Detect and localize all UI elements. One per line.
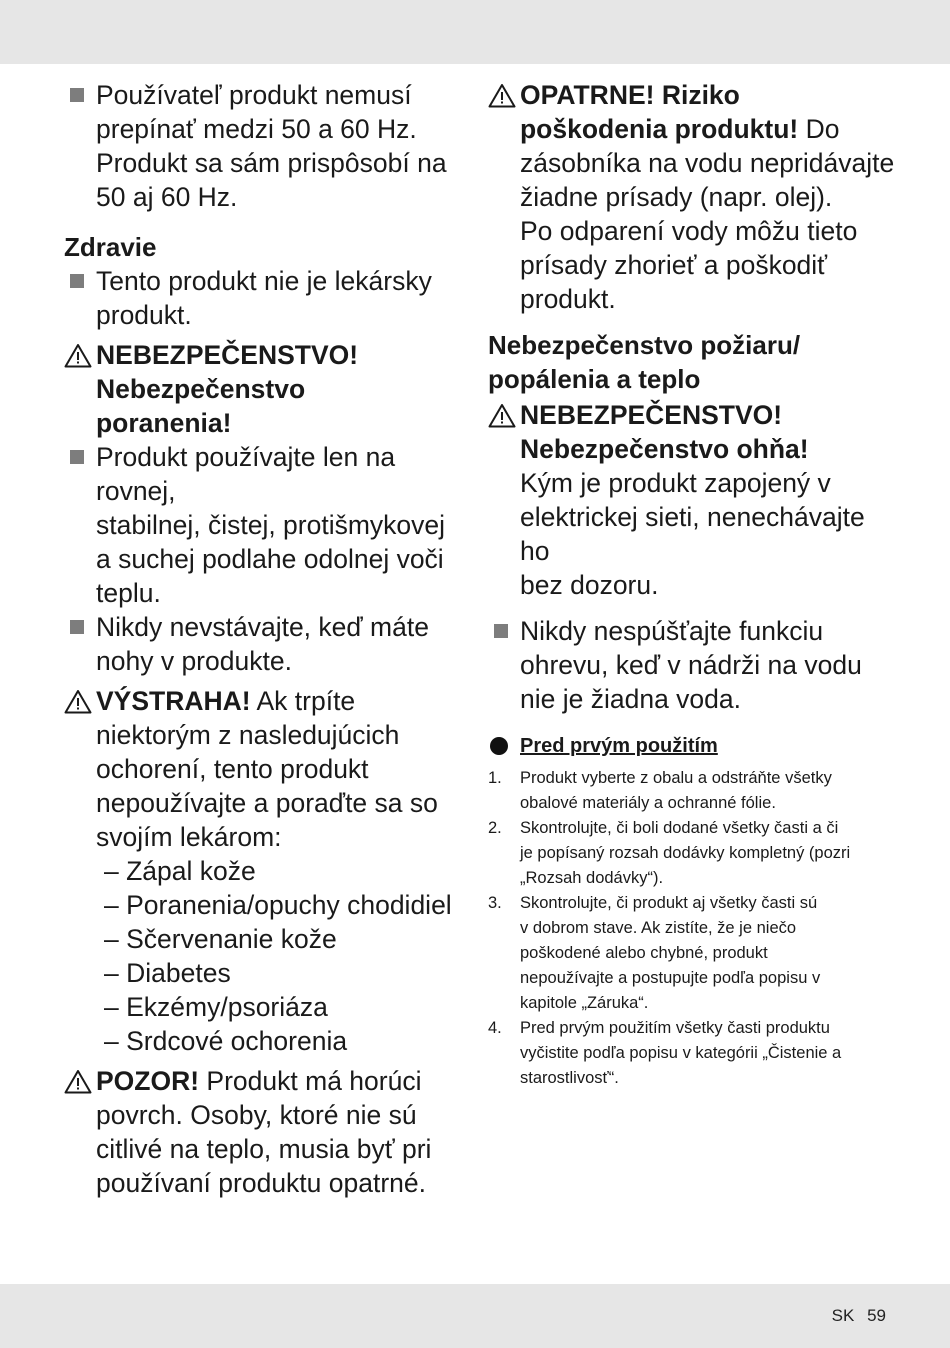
section-title: Pred prvým použitím: [520, 735, 718, 757]
warning-triangle-icon: [488, 403, 516, 428]
text-line: nie je žiadna voda.: [520, 684, 741, 714]
right-column: [488, 78, 898, 1091]
text-line: je popísaný rozsah dodávky kompletný (pozri: [520, 844, 851, 862]
warning-title: Nebezpečenstvo: [96, 374, 306, 404]
text-line: Po odparení vody môžu tieto: [520, 216, 858, 246]
steps-list: [488, 766, 898, 1091]
warning-title: NEBEZPEČENSTVO!: [520, 400, 783, 430]
list-item: – Diabetes: [104, 958, 231, 988]
text-line: Skontrolujte, či produkt aj všetky časti sú: [520, 894, 818, 912]
text-line: [520, 112, 898, 146]
step-number: 3.: [488, 894, 502, 912]
text-line: Používateľ produkt nemusí: [96, 80, 412, 110]
text-line: ochorení, tento produkt: [96, 754, 369, 784]
page-footer: [832, 1306, 886, 1326]
square-bullet-icon: [494, 624, 508, 638]
text-line: ohrevu, keď v nádrži na vodu: [520, 650, 862, 680]
list-item: [488, 1016, 898, 1091]
warning-title: VÝSTRAHA!: [96, 686, 251, 716]
text-line: kapitole „Záruka“.: [520, 994, 649, 1012]
warning-triangle-icon: [488, 83, 516, 108]
step-number: 2.: [488, 819, 502, 837]
bullet-standing: [64, 610, 469, 678]
text-line: stabilnej, čistej, protišmykovej: [96, 510, 446, 540]
text-line: poškodené alebo chybné, produkt: [520, 944, 768, 962]
warning-pozor: [64, 1064, 469, 1200]
list-item: [488, 766, 898, 816]
text-line: svojím lekárom:: [96, 822, 282, 852]
text-line: zásobníka na vodu nepridávajte: [520, 148, 895, 178]
list-item: [488, 816, 898, 891]
text-line: Kým je produkt zapojený v: [520, 468, 831, 498]
bullet-dot-icon: [490, 737, 508, 755]
warning-text: Do: [798, 114, 840, 144]
text-line: obalové materiály a ochranné fólie.: [520, 794, 776, 812]
warning-title: POZOR!: [96, 1066, 200, 1096]
warning-title: NEBEZPEČENSTVO!: [96, 340, 359, 370]
warning-text: Produkt má horúci: [199, 1066, 422, 1096]
text-line: elektrickej sieti, nenechávajte ho: [520, 502, 865, 566]
text-line: vyčistite podľa popisu v kategórii „Čistenie a: [520, 1044, 842, 1062]
text-line: produkt.: [520, 284, 616, 314]
warning-vystraha: [64, 684, 469, 854]
text-line: Skontrolujte, či boli dodané všetky časti a či: [520, 819, 839, 837]
section-before-first-use: [488, 732, 898, 760]
warning-text: Ak trpíte: [250, 686, 356, 716]
square-bullet-icon: [70, 450, 84, 464]
text-line: prepínať medzi 50 a 60 Hz.: [96, 114, 417, 144]
text-line: produkt.: [96, 300, 192, 330]
bullet-floor: [64, 440, 469, 610]
warning-opatrne: [488, 78, 898, 316]
text-line: nepoužívajte a postupujte podľa popisu v: [520, 969, 821, 987]
square-bullet-icon: [70, 274, 84, 288]
text-line: „Rozsah dodávky“).: [520, 869, 664, 887]
left-column: [64, 78, 469, 1200]
text-line: Produkt sa sám prispôsobí na: [96, 148, 447, 178]
text-line: Produkt vyberte z obalu a odstráňte všetky: [520, 769, 832, 787]
list-item: – Poranenia/opuchy chodidiel: [104, 890, 452, 920]
condition-list: [64, 854, 469, 1058]
text-line: a suchej podlahe odolnej voči: [96, 544, 444, 574]
text-line: starostlivosť“.: [520, 1069, 619, 1087]
heading-zdravie: Zdravie: [64, 232, 157, 262]
text-line: Tento produkt nie je lekársky: [96, 266, 432, 296]
text-line: v dobrom stave. Ak zistíte, že je niečo: [520, 919, 797, 937]
text-line: Produkt používajte len na rovnej,: [96, 442, 396, 506]
square-bullet-icon: [70, 620, 84, 634]
text-line: Pred prvým použitím všetky časti produktu: [520, 1019, 830, 1037]
text-line: nepoužívajte a poraďte sa so: [96, 788, 438, 818]
footer-band: [0, 1284, 950, 1348]
text-line: Nikdy nevstávajte, keď máte: [96, 612, 429, 642]
text-line: [96, 684, 469, 718]
text-line: Nikdy nespúšťajte funkciu: [520, 616, 824, 646]
heading-line: popálenia a teplo: [488, 364, 701, 394]
bullet-heating: [488, 614, 898, 716]
text-line: povrch. Osoby, ktoré nie sú: [96, 1100, 417, 1130]
text-line: žiadne prísady (napr. olej).: [520, 182, 833, 212]
heading-fire: [488, 328, 898, 396]
step-number: 4.: [488, 1019, 502, 1037]
list-item: [488, 891, 898, 1016]
text-line: nohy v produkte.: [96, 646, 292, 676]
warning-title: poškodenia produktu!: [520, 114, 799, 144]
text-line: bez dozoru.: [520, 570, 659, 600]
warning-triangle-icon: [64, 689, 92, 714]
language-code: SK: [831, 1306, 855, 1325]
warning-injury: [64, 338, 469, 440]
header-band: [0, 0, 950, 64]
page-number: 59: [867, 1306, 886, 1325]
bullet-frequency: [64, 78, 469, 214]
warning-title: Nebezpečenstvo ohňa!: [520, 434, 809, 464]
warning-title: poranenia!: [96, 408, 232, 438]
bullet-not-medical: [64, 264, 469, 332]
list-item: – Srdcové ochorenia: [104, 1026, 348, 1056]
heading-line: Nebezpečenstvo požiaru/: [488, 330, 801, 360]
step-number: 1.: [488, 769, 502, 787]
warning-fire: [488, 398, 898, 602]
square-bullet-icon: [70, 88, 84, 102]
text-line: [96, 1064, 469, 1098]
list-item: – Sčervenanie kože: [104, 924, 337, 954]
list-item: – Zápal kože: [104, 856, 256, 886]
text-line: niektorým z nasledujúcich: [96, 720, 400, 750]
warning-title: OPATRNE! Riziko: [520, 80, 740, 110]
text-line: teplu.: [96, 578, 161, 608]
text-line: 50 aj 60 Hz.: [96, 182, 238, 212]
warning-triangle-icon: [64, 1069, 92, 1094]
list-item: – Ekzémy/psoriáza: [104, 992, 328, 1022]
text-line: používaní produktu opatrné.: [96, 1168, 427, 1198]
warning-triangle-icon: [64, 343, 92, 368]
text-line: citlivé na teplo, musia byť pri: [96, 1134, 432, 1164]
text-line: prísady zhorieť a poškodiť: [520, 250, 828, 280]
